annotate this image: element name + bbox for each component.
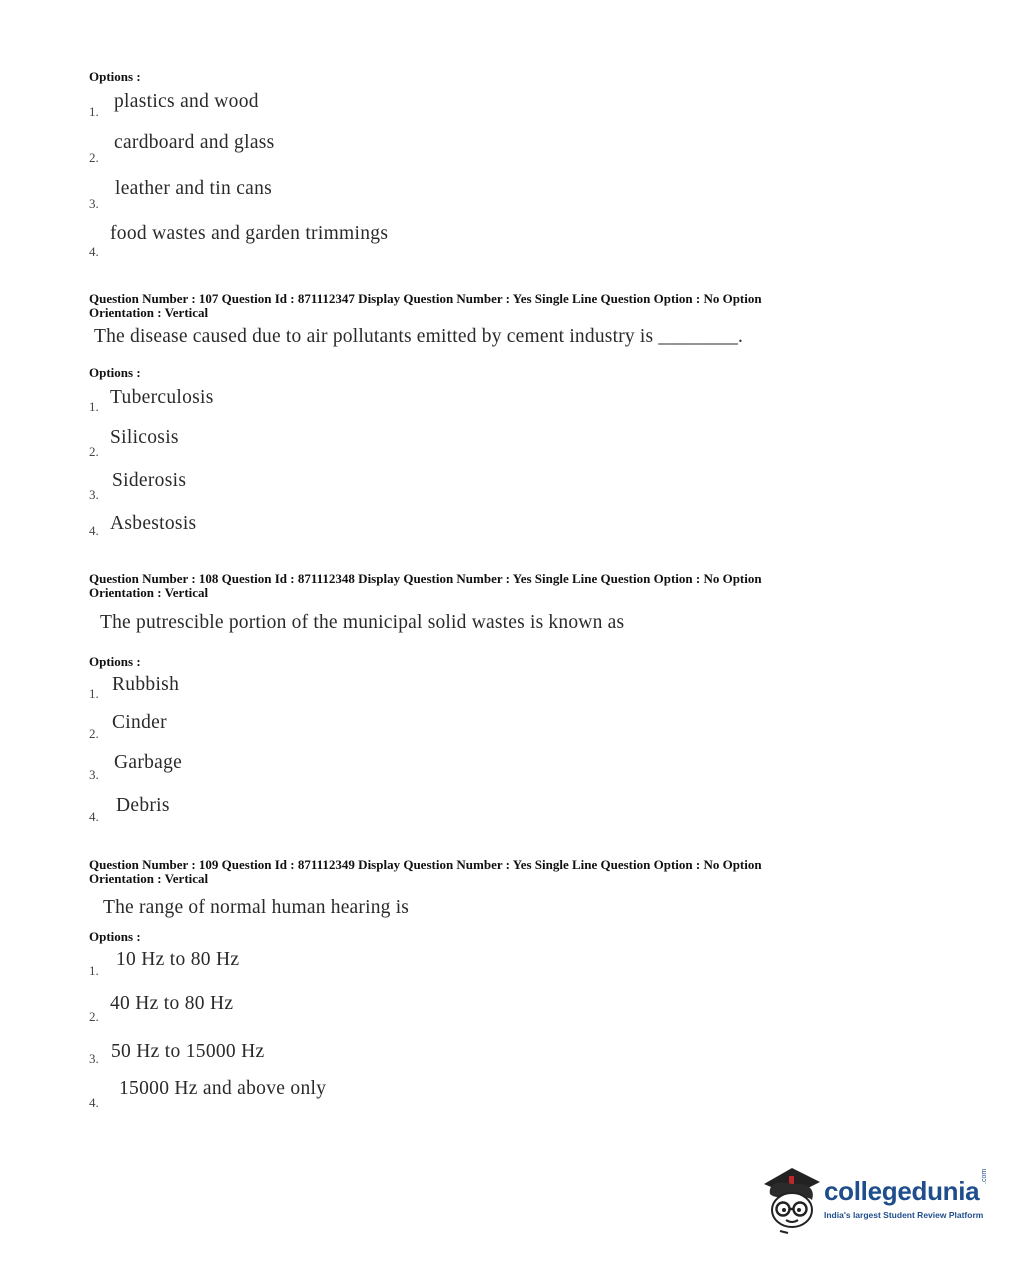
option-text: Garbage bbox=[114, 752, 183, 773]
option-number: 4. bbox=[89, 1095, 99, 1110]
options-label: Options : bbox=[89, 654, 141, 669]
option-number: 4. bbox=[89, 523, 99, 538]
option-number: 4. bbox=[89, 244, 99, 259]
option-number: 2. bbox=[89, 444, 99, 459]
question-meta: Question Number : 108 Question Id : 871112348 Display Question Number : Yes Single Line Question Option : No Option bbox=[89, 571, 762, 586]
option-text: leather and tin cans bbox=[115, 178, 273, 199]
option-text: Tuberculosis bbox=[110, 387, 214, 408]
option-text: 40 Hz to 80 Hz bbox=[110, 993, 234, 1014]
option-text: 15000 Hz and above only bbox=[119, 1078, 327, 1099]
logo-tagline: India's largest Student Review Platform bbox=[824, 1210, 984, 1220]
option-number: 1. bbox=[89, 104, 99, 119]
collegedunia-logo bbox=[762, 1162, 992, 1234]
option-text: Silicosis bbox=[110, 427, 179, 448]
option-number: 3. bbox=[89, 196, 99, 211]
option-number: 3. bbox=[89, 767, 99, 782]
option-text: Asbestosis bbox=[110, 513, 197, 534]
option-text: Debris bbox=[116, 795, 170, 816]
options-label: Options : bbox=[89, 929, 141, 944]
option-number: 4. bbox=[89, 809, 99, 824]
option-text: plastics and wood bbox=[114, 91, 259, 112]
question-meta: Orientation : Vertical bbox=[89, 871, 209, 886]
option-number: 3. bbox=[89, 1051, 99, 1066]
question-meta: Orientation : Vertical bbox=[89, 305, 209, 320]
option-text: Rubbish bbox=[112, 674, 180, 695]
option-number: 3. bbox=[89, 487, 99, 502]
question-text: The putrescible portion of the municipal solid wastes is known as bbox=[100, 612, 625, 633]
option-number: 2. bbox=[89, 726, 99, 741]
question-text: The disease caused due to air pollutants emitted by cement industry is ________. bbox=[94, 326, 744, 347]
logo-name: collegedunia bbox=[824, 1176, 980, 1206]
question-meta: Question Number : 109 Question Id : 871112349 Display Question Number : Yes Single Line Question Option : No Option bbox=[89, 857, 762, 872]
options-label: Options : bbox=[89, 69, 141, 84]
options-label: Options : bbox=[89, 365, 141, 380]
option-text: Siderosis bbox=[112, 470, 187, 491]
option-number: 2. bbox=[89, 150, 99, 165]
option-number: 1. bbox=[89, 399, 99, 414]
question-text: The range of normal human hearing is bbox=[103, 897, 410, 918]
option-text: cardboard and glass bbox=[114, 132, 275, 153]
option-number: 1. bbox=[89, 686, 99, 701]
option-text: 10 Hz to 80 Hz bbox=[116, 949, 240, 970]
option-text: Cinder bbox=[112, 712, 167, 733]
question-meta: Orientation : Vertical bbox=[89, 585, 209, 600]
question-meta: Question Number : 107 Question Id : 871112347 Display Question Number : Yes Single Line Question Option : No Option bbox=[89, 291, 762, 306]
option-text: 50 Hz to 15000 Hz bbox=[111, 1041, 265, 1062]
option-number: 1. bbox=[89, 963, 99, 978]
mascot-icon bbox=[762, 1162, 822, 1234]
option-text: food wastes and garden trimmings bbox=[110, 223, 389, 244]
logo-suffix: .com bbox=[981, 1168, 988, 1184]
option-number: 2. bbox=[89, 1009, 99, 1024]
